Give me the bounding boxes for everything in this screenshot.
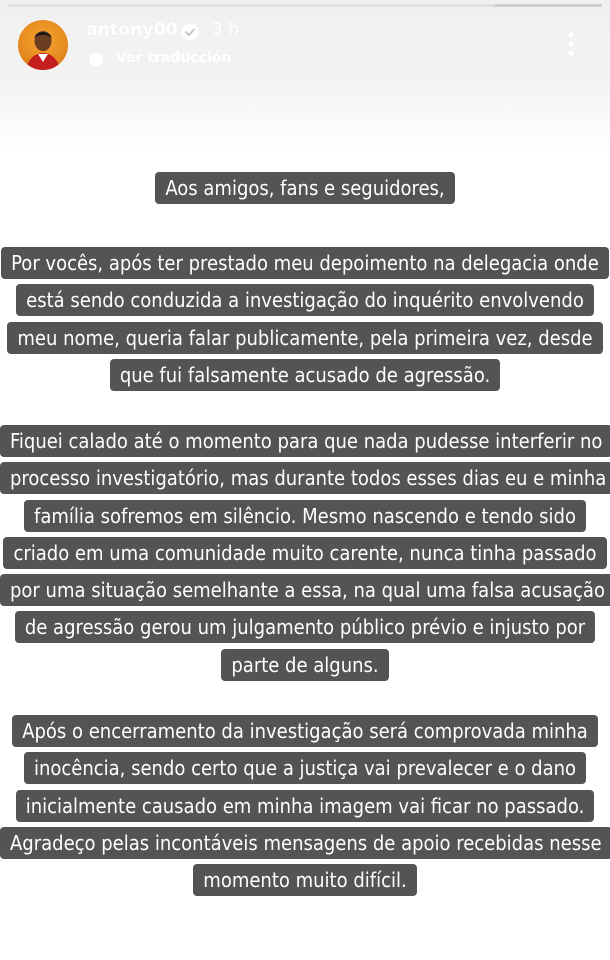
- avatar[interactable]: [18, 20, 68, 70]
- post-time: 3 h: [212, 20, 239, 40]
- story-header: [0, 0, 610, 150]
- see-translation-link[interactable]: Ver traducción: [116, 50, 232, 66]
- story-paragraph-2: Fiquei calado até o momento para que nada pudesse interferir no processo investigatório, mas durante todos esses dias eu e minha família sofremos em silêncio. Mesmo nascendo e tendo sido criado em uma comunidade muito carente, nunca tinha passado por uma situação semelhante a essa, na qual uma falsa acusação de agressão gerou um julgamento público prévio e injusto por parte de alguns.: [0, 423, 610, 684]
- story-paragraph-3: Após o encerramento da investigação será comprovada minha inocência, sendo certo que a justiça vai prevalecer e o dano inicialmente causado em minha imagem vai ficar no passado. Agradeço pelas incontáveis mensagens de apoio recebidas nesse momento muito difícil.: [0, 713, 610, 899]
- more-options-icon[interactable]: [566, 30, 576, 58]
- story-paragraph-greeting: Aos amigos, fans e seguidores,: [0, 170, 610, 207]
- story-progress-fill: [8, 4, 495, 7]
- story-progress-bar: [8, 4, 602, 7]
- username[interactable]: antony00: [86, 20, 178, 40]
- story-paragraph-1: Por vocês, após ter prestado meu depoimento na delegacia onde está sendo conduzida a investigação do inquérito envolvendo meu nome, queria falar publicamente, pela primeira vez, desde que fui falsamente acusado de agressão.: [0, 245, 610, 394]
- translate-icon[interactable]: [88, 52, 104, 68]
- avatar-photo-icon: [18, 20, 68, 70]
- verified-badge-icon: [180, 22, 200, 42]
